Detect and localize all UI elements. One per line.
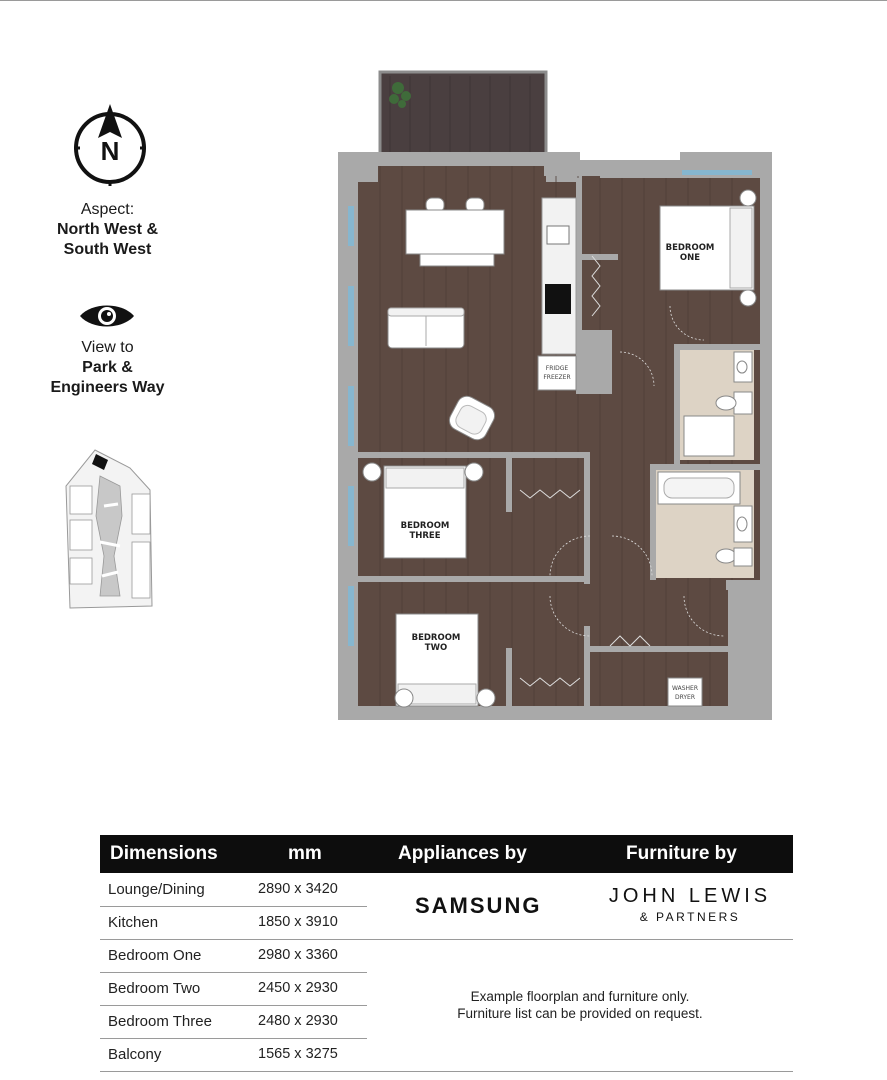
header-furniture: Furniture by [626, 843, 737, 864]
table-row [100, 873, 367, 906]
table-bottom-rule [100, 1071, 793, 1072]
room-name: Kitchen [108, 914, 159, 931]
room-name: Bedroom One [108, 947, 202, 964]
room-size: 1850 x 3910 [258, 914, 338, 930]
bedside-table [363, 463, 381, 481]
aspect-label: Aspect: [80, 201, 135, 218]
balcony [380, 72, 546, 160]
room-size: 2890 x 3420 [258, 881, 338, 897]
compass-letter: N [100, 136, 120, 166]
table-header [100, 835, 793, 873]
aspect-line-1: North West & [56, 221, 159, 238]
room-size: 2980 x 3360 [258, 947, 338, 963]
shower-tray [684, 416, 734, 456]
toilet [734, 392, 752, 414]
key-plan [60, 446, 160, 616]
note-line-1: Example floorplan and furniture only. [470, 989, 690, 1004]
aspect-line-2: South West [63, 241, 152, 258]
john-lewis-logo: JOHN LEWIS [608, 885, 772, 907]
view-block [30, 338, 185, 398]
bedside-table [395, 689, 413, 707]
room-name: Bedroom Three [108, 1013, 212, 1030]
eye-icon [78, 300, 136, 332]
view-label: View to [81, 339, 134, 356]
bedside-table [740, 190, 756, 206]
room-size: 2480 x 2930 [258, 1013, 338, 1029]
top-divider [0, 0, 887, 1]
john-lewis-logo-sub: & PARTNERS [639, 910, 741, 924]
washer-label-1: WASHER [672, 685, 698, 692]
room-name: Lounge/Dining [108, 881, 205, 898]
bedroom-one-label-2: ONE [679, 253, 701, 263]
dining-bench [420, 254, 494, 266]
table-row [100, 1005, 367, 1038]
fridge-freezer [538, 356, 576, 390]
room-size: 2450 x 2930 [258, 980, 338, 996]
view-line-2: Engineers Way [50, 379, 165, 396]
room-name: Bedroom Two [108, 980, 201, 997]
table-row [100, 939, 367, 972]
bedroom-one-label-1: BEDROOM [665, 243, 715, 253]
table-row [100, 906, 367, 939]
table-row [100, 1038, 367, 1071]
bedroom-three-label-1: BEDROOM [400, 521, 450, 531]
room-size: 1565 x 3275 [258, 1046, 338, 1062]
note-line-2: Furniture list can be provided on request. [457, 1006, 703, 1021]
washer-dryer [668, 678, 702, 706]
floor-plan [330, 66, 780, 726]
table-row [100, 972, 367, 1005]
header-appliances: Appliances by [398, 843, 527, 864]
dining-table [406, 210, 504, 254]
view-line-1: Park & [82, 359, 133, 376]
washer-label-2: DRYER [674, 694, 696, 701]
sink [547, 226, 569, 244]
fridge-label-1: FRIDGE [545, 365, 569, 372]
room-name: Balcony [108, 1046, 162, 1063]
fridge-label-2: FREEZER [543, 374, 571, 381]
bedroom-two-label-2: TWO [424, 643, 448, 653]
aspect-block [30, 200, 185, 260]
kitchen-counter [542, 198, 576, 354]
samsung-logo: SAMSUNG [415, 893, 542, 918]
header-mm: mm [288, 843, 322, 864]
header-dimensions: Dimensions [110, 843, 218, 864]
hob [545, 284, 571, 314]
bedside-table [465, 463, 483, 481]
bedside-table [477, 689, 495, 707]
north-compass-icon [72, 102, 148, 186]
bedroom-three-label-2: THREE [409, 531, 441, 541]
bedroom-two-label-1: BEDROOM [411, 633, 461, 643]
bedside-table [740, 290, 756, 306]
